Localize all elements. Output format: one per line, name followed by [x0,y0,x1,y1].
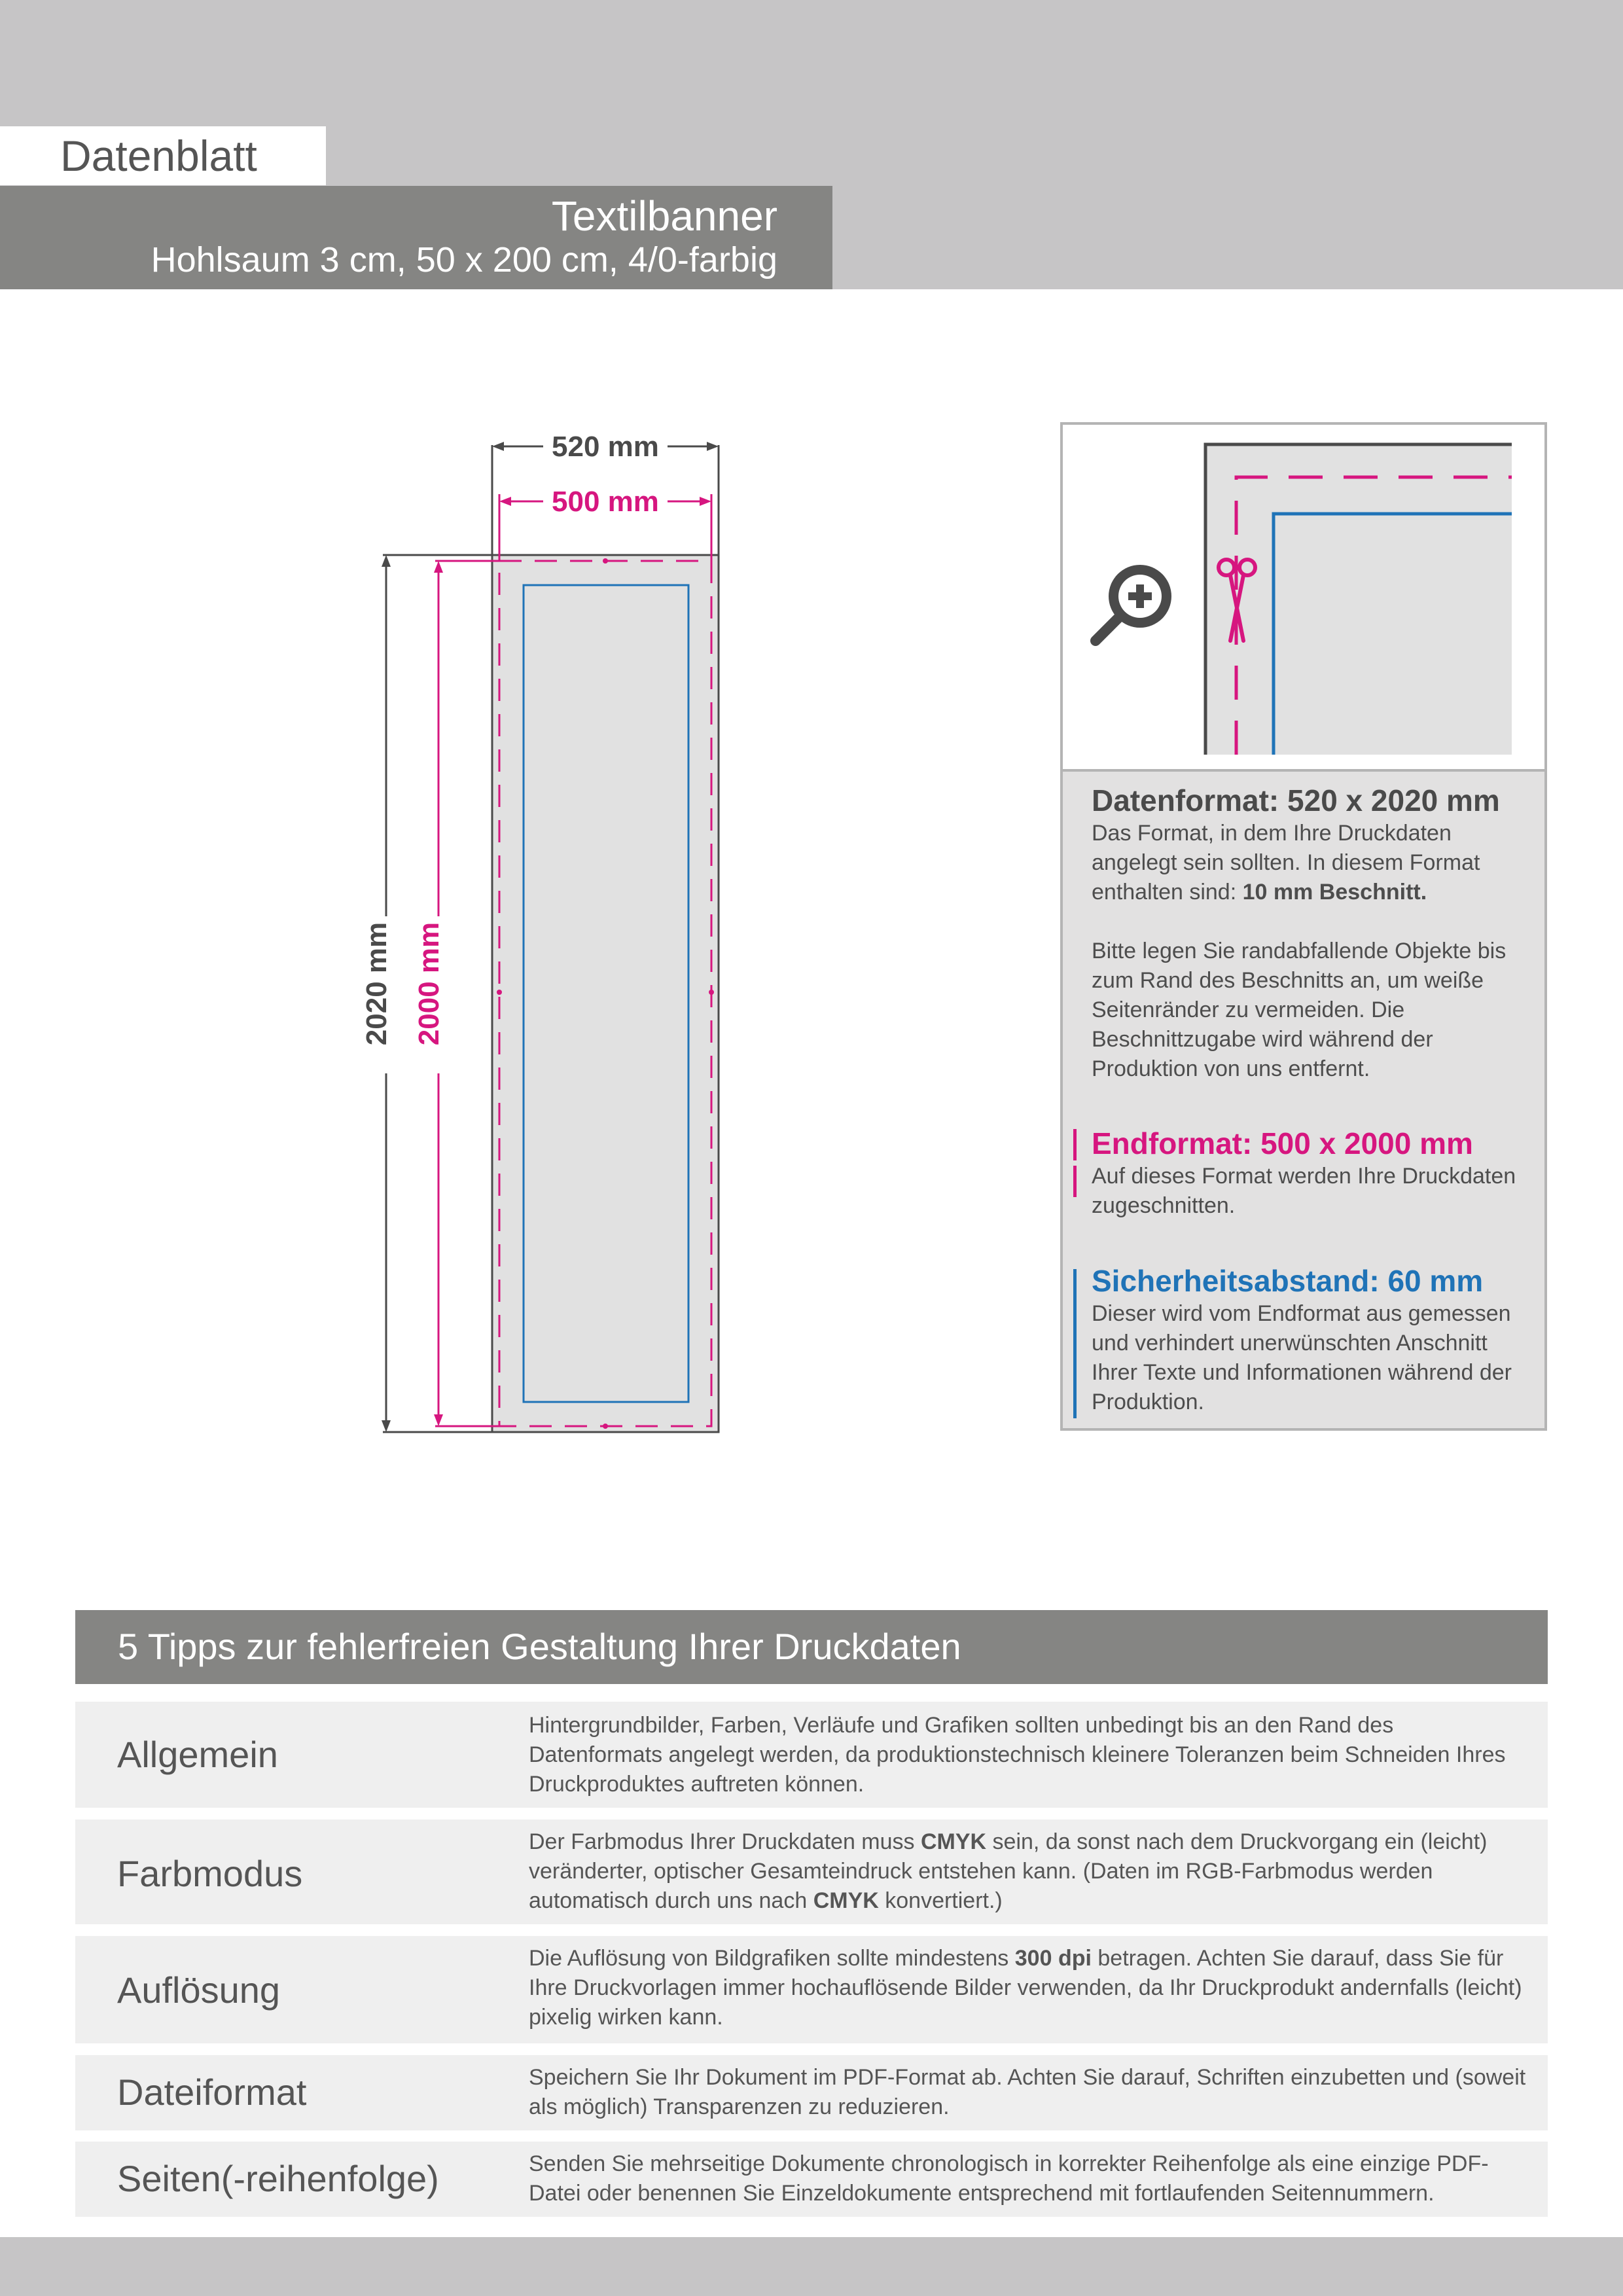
height-inner-label: 2000 mm [413,922,445,1046]
data-format-block [1092,782,1537,1084]
tip-row-seiten [75,2142,1548,2217]
tip-row-dateiformat [75,2055,1548,2130]
height-outer-label: 2020 mm [361,922,393,1046]
tip-text-bold: CMYK [813,1888,879,1913]
tip-text: Senden Sie mehrseitige Dokumente chronologisch in korrekter Reihenfolge als eine einzige PDF-Datei oder benennen Sie Einzeldokumente entsprechend mit fortlaufenden Seitennummern. [529,2151,1489,2206]
tip-row-allgemein [75,1702,1548,1808]
data-format-text [1092,819,1537,907]
product-title: Textilbanner [551,192,777,240]
tip-label: Farbmodus [117,1853,303,1894]
data-format-text-2: Bitte legen Sie randabfallende Objekte bis zum Rand des Beschnitts an, um weiße Seitenränder zu vermeiden. Die Beschnittzugabe wird während der Produktion von uns entfernt. [1092,939,1507,1081]
tip-label: Allgemein [117,1734,278,1775]
tip-text-part: Die Auflösung von Bildgrafiken sollte mindestens [529,1946,1015,1971]
tip-text: Speichern Sie Ihr Dokument im PDF-Format ab. Achten Sie darauf, Schriften einzubetten und (soweit als möglich) Transparenzen zu reduzieren. [529,2065,1526,2119]
data-format-rect [492,555,719,1432]
zoom-detail [1063,425,1544,769]
data-format-text-bold: 10 mm Beschnitt. [1242,880,1427,905]
tip-row-farbmodus [75,1820,1548,1924]
tip-label: Auflösung [117,1969,281,2011]
data-format-heading: Datenformat: 520 x 2020 mm [1092,783,1500,817]
tip-text-part: sein, da sonst nach dem Druckvorgang ein (leicht) veränderter, optischer Gesamteindruck entstehen kann. (Daten im RGB-Farbmodus werden automatisch durch uns nach [529,1829,1488,1913]
width-inner-label: 500 mm [552,486,659,518]
document-tag: Datenblatt [60,132,257,180]
end-format-bar [1073,1129,1077,1160]
tip-text [529,1827,1530,1916]
tip-label: Dateiformat [117,2072,307,2113]
info-text-area [1063,769,1544,1428]
safety-bar [1073,1269,1077,1418]
safety-text: Dieser wird vom Endformat aus gemessen und verhindert unerwünschten Anschnitt Ihrer Texte und Informationen während der Produktion. [1092,1301,1512,1414]
end-format-block [1092,1125,1537,1221]
footer-band [0,2237,1623,2296]
format-diagram [0,393,785,1505]
safety-heading: Sicherheitsabstand: 60 mm [1092,1264,1484,1298]
tip-text: Hintergrundbilder, Farben, Verläufe und Grafiken sollten unbedingt bis an den Rand des Datenformats angelegt werden, da produktionstechnisch kleinere Toleranzen beim Schneiden Ihres Druckproduktes auftreten können. [529,1713,1506,1797]
zoom-in-icon [1096,565,1171,641]
width-outer-label: 520 mm [552,431,659,463]
safety-block [1092,1263,1537,1417]
tips-title: 5 Tipps zur fehlerfreien Gestaltung Ihrer Druckdaten [118,1626,961,1667]
tip-text-part: Der Farbmodus Ihrer Druckdaten muss [529,1829,921,1854]
tip-text-bold: CMYK [920,1829,987,1854]
tip-text [529,1944,1530,2032]
tip-text-part: konvertiert.) [878,1888,1003,1913]
info-panel [1060,422,1547,1431]
tip-row-aufloesung [75,1936,1548,2043]
end-format-text: Auf dieses Format werden Ihre Druckdaten zugeschnitten. [1092,1164,1516,1218]
product-subtitle: Hohlsaum 3 cm, 50 x 200 cm, 4/0-farbig [151,240,777,279]
data-format-text-1: Das Format, in dem Ihre Druckdaten angelegt sein sollten. In diesem Format enthalten sind: [1092,821,1480,905]
end-format-bar-2 [1073,1166,1077,1197]
tip-label: Seiten(-reihenfolge) [117,2158,439,2199]
end-format-heading: Endformat: 500 x 2000 mm [1092,1126,1473,1160]
tip-text-bold: 300 dpi [1014,1946,1092,1971]
tip-text-part: betragen. Achten Sie darauf, dass Sie für Ihre Druckvorlagen immer hochauflösende Bilder verwenden, da Ihr Druckprodukt andernfalls (leicht) pixelig wirken kann. [529,1946,1522,2030]
